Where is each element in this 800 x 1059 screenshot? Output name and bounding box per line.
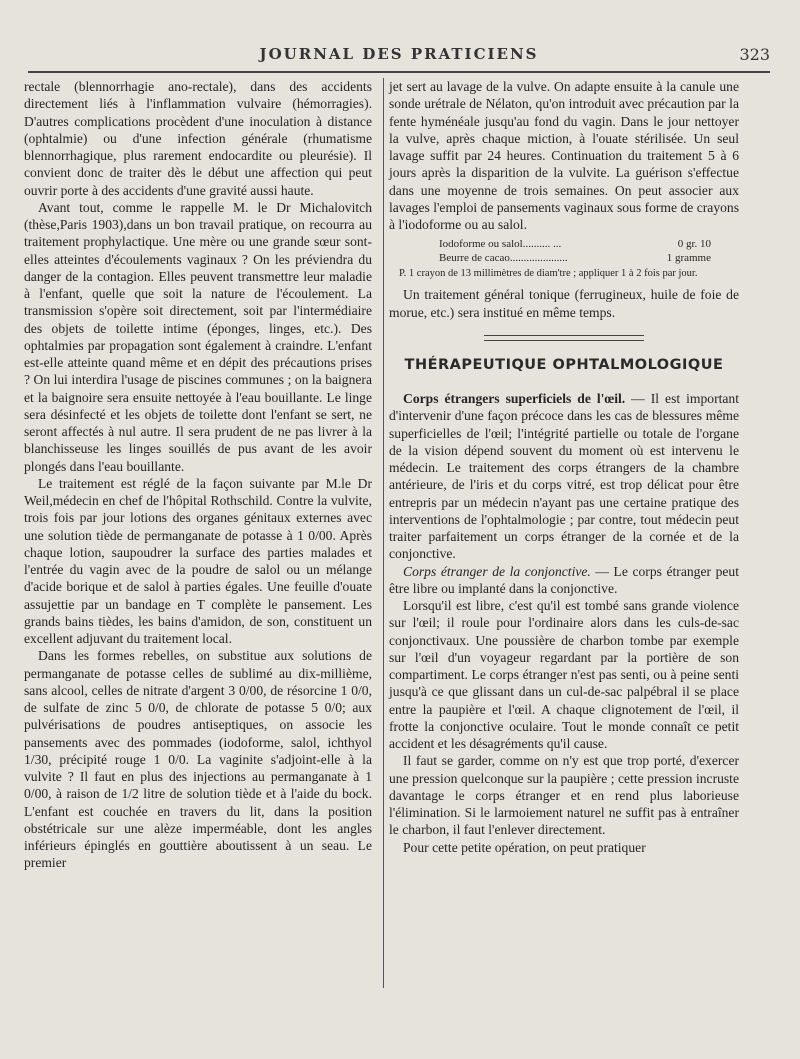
paragraph: Avant tout, comme le rappelle M. le Dr Michalovitch (thèse,Paris 1903),dans un bon travail pratique, on recourra au traitement prophylactique. Une mère ou une grande sœur sont-elles atteintes d'écoulements vaginaux ? On les préviendra du danger de la contagion. Elles peuvent transmettre leur maladie à l'enfant, quelle que soit la nature de l'écoulement. La transmission s'opère soit directement, soit par l'intermédiaire des objets de toilette intime (éponges, linges, etc.). Des ophtalmies par propagation sont également à craindre. L'enfant est-elle atteinte quand même et en dépit des précautions prises ? On lui interdira l'usage de piscines communes ; on la baignera et la baignoire sera ensuite nettoyée à l'eau bouillante. Le linge sera désinfecté et les objets de toilette dont l'enfant se sert, ne seront affectés à nul autre. Il sera prudent de ne pas livrer à la blanchisseuse les linges souillés de pus avant de les avoir plongés dans l'eau bouillante. [24, 199, 372, 474]
formula-note: P. 1 crayon de 13 millimètres de diam'tre ; appliquer 1 à 2 fois par jour. [399, 268, 698, 280]
left-column [24, 78, 372, 872]
runin-heading: Corps étrangers superficiels de l'œil. [403, 391, 626, 406]
right-column [389, 78, 739, 856]
paragraph: Dans les formes rebelles, on substitue aux solutions de permanganate de potasse celles de sublimé au dix-millième, sans alcool, celles de nitrate d'argent 3 0/00, de résorcine 1 0/0, de sulfate de zinc 5 0/0, de chlorate de potasse 5 0/0; aux pulvérisations de poudres antiseptiques, on associe les pansements avec des pommades (iodoforme, salol, ichthyol 1/30, précipité rouge 1 0/0. La vaginite s'adjoint-elle à la vulvite ? Il faut en plus des injections au permanganate à 1 0/00, à raison de 1/2 litre de solution tiède et à l'aide du bock. L'enfant est couchée en travers du lit, dans la position obstétricale sur une alèze imperméable, dont les angles inférieurs épinglés en gouttière aboutissent à un seau. Le premier [24, 648, 372, 871]
paragraph [389, 390, 739, 563]
formula-quantity: 0 gr. 10 [677, 238, 711, 251]
formula-ingredient: Beurre de cacao..................... [439, 252, 568, 265]
page-number: 323 [739, 45, 770, 64]
formula-ingredient: Iodoforme ou salol.......... ... [439, 238, 562, 251]
prescription-formula [389, 237, 739, 280]
section-separator [484, 335, 644, 341]
paragraph: Lorsqu'il est libre, c'est qu'il est tombé sans grande violence sur l'œil; il roule pour l'ordinaire alors dans les culs-de-sac conjonctivaux. Une poussière de charbon tombe par exemple sur l'œil d'un voyageur regardant par la portière de son compartiment. Le corps étranger n'est pas senti, ou à peine senti jusqu'à ce que glissant dans un cul-de-sac palpébral il se place entre la paupière et l'œil. A chaque clignotement de l'œil, il frotte la conjonctive oculaire. Tout le monde connaît ce petit accident et les désagréments qu'il cause. [389, 598, 739, 751]
paragraph: Un traitement général tonique (ferrugineux, huile de foie de morue, etc.) sera institué en même temps. [389, 287, 739, 320]
paragraph [389, 563, 739, 598]
formula-row [389, 237, 739, 251]
paragraph-text: — Il est important d'intervenir d'une façon précoce dans les cas de blessures même superficielles de l'œil; l'intégrité partielle ou totale de l'organe de la vision dépend souvent du moment où est intervenu le médecin. Le traitement des corps étrangers de la chambre antérieure, de l'iris et du corps vitré, est trop délicat pour être entrepris par un médecin n'ayant pas une certaine pratique des interventions de l'ophtalmologie ; par contre, tout médecin peut traiter parfaitement un corps étranger de la cornée et de la conjonctive. [389, 391, 740, 562]
paragraph-text: — Le corps étranger peut être libre ou implanté dans la conjonctive. [389, 563, 739, 596]
paragraph: Pour cette petite opération, on peut pratiquer [403, 839, 646, 855]
formula-quantity: 1 gramme [666, 252, 711, 265]
paragraph: Il faut se garder, comme on n'y est que trop porté, d'exercer une pression quelconque sur la paupière ; cette pression incruste davantage le corps étranger et en rend plus laborieuse l'élimination. Si le larmoiement naturel ne suffit pas à entraîner le charbon, il faut l'enlever directement. [389, 753, 739, 838]
formula-row [389, 251, 739, 265]
column-divider [383, 78, 384, 988]
header-rule [28, 71, 770, 73]
journal-title: JOURNAL DES PRATICIENS [259, 45, 539, 63]
runin-heading: Corps étranger de la conjonctive. [403, 563, 591, 579]
paragraph: Le traitement est réglé de la façon suivante par M.le Dr Weil,médecin en chef de l'hôpital Rothschild. Contre la vulvite, trois fois par jour lotions des organes génitaux externes avec une solution tiède de permanganate de potasse à 1 0/00. Après chaque lotion, saupoudrer la surface des parties malades et l'entrée du vagin avec de la poudre de salol ou un mélange d'acide borique et de salol à parties égales. Une feuille d'ouate assujettie par un bandage en T complète le pansement. Les grands bains tièdes, les bains d'amidon, de son, constituent un excellent adjuvant du traitement local. [24, 475, 372, 646]
paragraph: rectale (blennorrhagie ano-rectale), dans des accidents directement liés à l'inflammation vulvaire (hémorragies). D'autres complications procèdent d'une inoculation à distance (ophtalmie) ou d'une infection générale (rhumatisme blennorrhagique, plus rarement endocardite ou pleurésie). Il convient donc de traiter dès le début une affection qui peut ouvrir porte à des accidents d'une gravité aussi haute. [24, 79, 372, 198]
section-heading: THÉRAPEUTIQUE OPHTALMOLOGIQUE [404, 356, 724, 373]
running-header [28, 45, 770, 69]
paragraph: jet sert au lavage de la vulve. On adapte ensuite à la canule une sonde urétrale de Nélaton, qu'on introduit avec précaution par la fente hyménéale jusqu'au fond du vagin. Dans le jour nettoyer la vulve, après chaque miction, à l'ouate stérilisée. Un seul lavage suffit par 24 heures. Continuation du traitement 5 à 6 jours après la disparition de la vulvite. La guérison s'effectue dans une moyenne de trois semaines. On peut associer aux lavages l'emploi de pansements vaginaux sous forme de crayons à l'iodoforme ou au salol. [389, 79, 739, 232]
